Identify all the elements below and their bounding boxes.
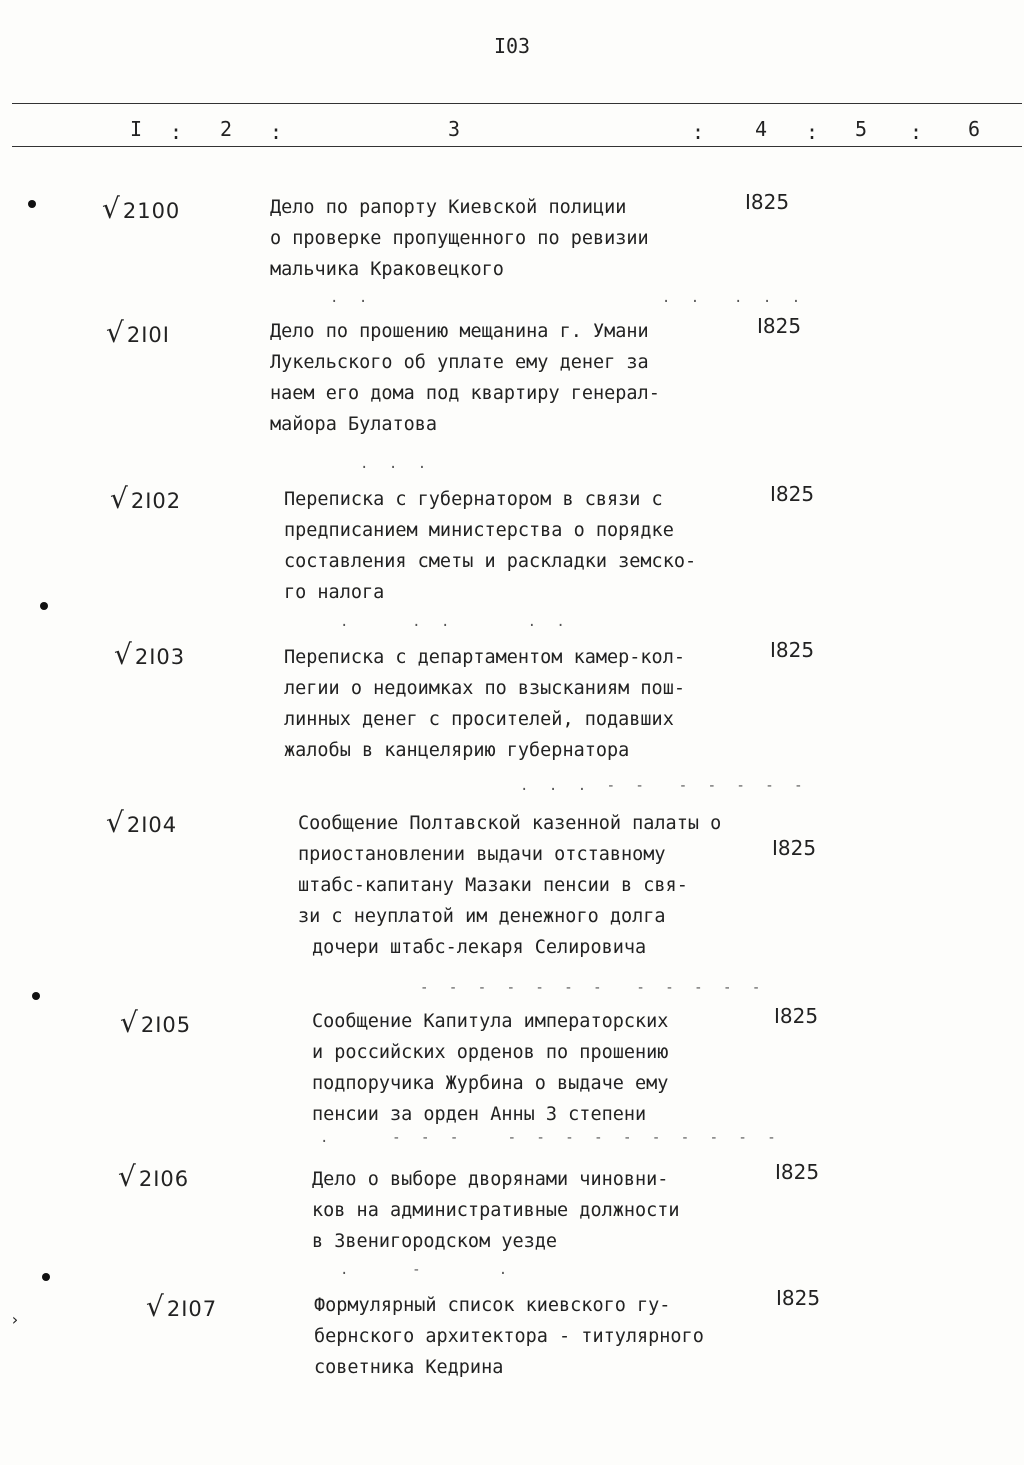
- file-number: √2I0I: [106, 316, 170, 349]
- file-title: Формулярный список киевского гу- бернского архитектора - титулярного советника Кедрина: [314, 1295, 704, 1378]
- checkmark-icon: √: [120, 1006, 139, 1039]
- file-year: I825: [757, 314, 802, 338]
- separator-dots: . . . - - - - - - -: [520, 778, 809, 794]
- file-title: Дело по прошению мещанина г. Умани Лукельского об уплате ему денег за наем его дома под квартиру генерал- майора Булатова: [270, 321, 660, 435]
- separator-dots: . - .: [340, 1262, 514, 1278]
- column-separator: :: [910, 120, 923, 144]
- file-year: I825: [770, 482, 815, 506]
- separator-dots: . . .: [360, 456, 433, 472]
- file-year: I825: [772, 836, 817, 860]
- column-separator: :: [170, 120, 183, 144]
- file-title: Переписка с губернатором в связи с предписанием министерства о порядке составления сметы и раскладки земско- го налога: [284, 489, 697, 603]
- file-number: √2I06: [118, 1160, 190, 1193]
- file-title: Дело по рапорту Киевской полиции о проверке пропущенного по ревизии мальчика Краковецкого: [270, 197, 649, 280]
- file-number: √2I07: [146, 1290, 218, 1323]
- margin-dot: [40, 602, 48, 610]
- file-title: Дело о выборе дворянами чиновни- ков на административные должности в Звенигородском уезде: [312, 1169, 680, 1252]
- checkmark-icon: √: [106, 316, 125, 349]
- file-title: Сообщение Капитула императорских и российских орденов по прошению подпоручика Журбина о выдаче ему пенсии за орден Анны 3 степени: [312, 1011, 669, 1125]
- column-separator: :: [692, 120, 705, 144]
- file-year: I825: [745, 190, 790, 214]
- file-year: I825: [775, 1160, 820, 1184]
- margin-tick-mark: ›: [10, 1310, 20, 1329]
- checkmark-icon: √: [106, 806, 125, 839]
- column-header-3: 3: [448, 117, 461, 141]
- separator-dots: . - - - - - - - - - - - - -: [320, 1130, 782, 1146]
- column-header-2: 2: [220, 117, 233, 141]
- file-year: I825: [774, 1004, 819, 1028]
- margin-dot: [42, 1273, 50, 1281]
- checkmark-icon: √: [118, 1160, 137, 1193]
- file-year: I825: [770, 638, 815, 662]
- file-year: I825: [776, 1286, 821, 1310]
- separator-dots: - - - - - - - - - - - -: [420, 980, 767, 996]
- table-header-rule: [12, 146, 1022, 147]
- page-number: I03: [493, 34, 531, 58]
- file-number: √2I02: [110, 482, 182, 515]
- checkmark-icon: √: [146, 1290, 165, 1323]
- checkmark-icon: √: [110, 482, 129, 515]
- separator-dots: . . . . . . .: [330, 290, 807, 306]
- margin-dot: [32, 992, 40, 1000]
- checkmark-icon: √: [114, 638, 133, 671]
- column-separator: :: [270, 120, 283, 144]
- file-number: √2I03: [114, 638, 186, 671]
- separator-dots: . . . . .: [340, 614, 571, 630]
- file-number: √2I05: [120, 1006, 192, 1039]
- column-header-6: 6: [968, 117, 981, 141]
- column-header-1: I: [130, 117, 143, 141]
- column-header-5: 5: [855, 117, 868, 141]
- file-title: Сообщение Полтавской казенной палаты о приостановлении выдачи отставному штабс-капитану Мазаки пенсии в свя- зи с неуплатой им денежного долга дочери штабс-лекаря Селировича: [298, 813, 722, 958]
- file-number: √2I04: [106, 806, 178, 839]
- table-top-rule: [12, 103, 1022, 104]
- column-separator: :: [806, 120, 819, 144]
- margin-dot: [28, 200, 36, 208]
- file-title: Переписка с департаментом камер-кол- легии о недоимках по взысканиям пош- линных денег с просителей, подавших жалобы в канцелярию губернатора: [284, 647, 685, 761]
- checkmark-icon: √: [102, 192, 121, 225]
- column-header-4: 4: [755, 117, 768, 141]
- file-number: √2100: [102, 192, 181, 225]
